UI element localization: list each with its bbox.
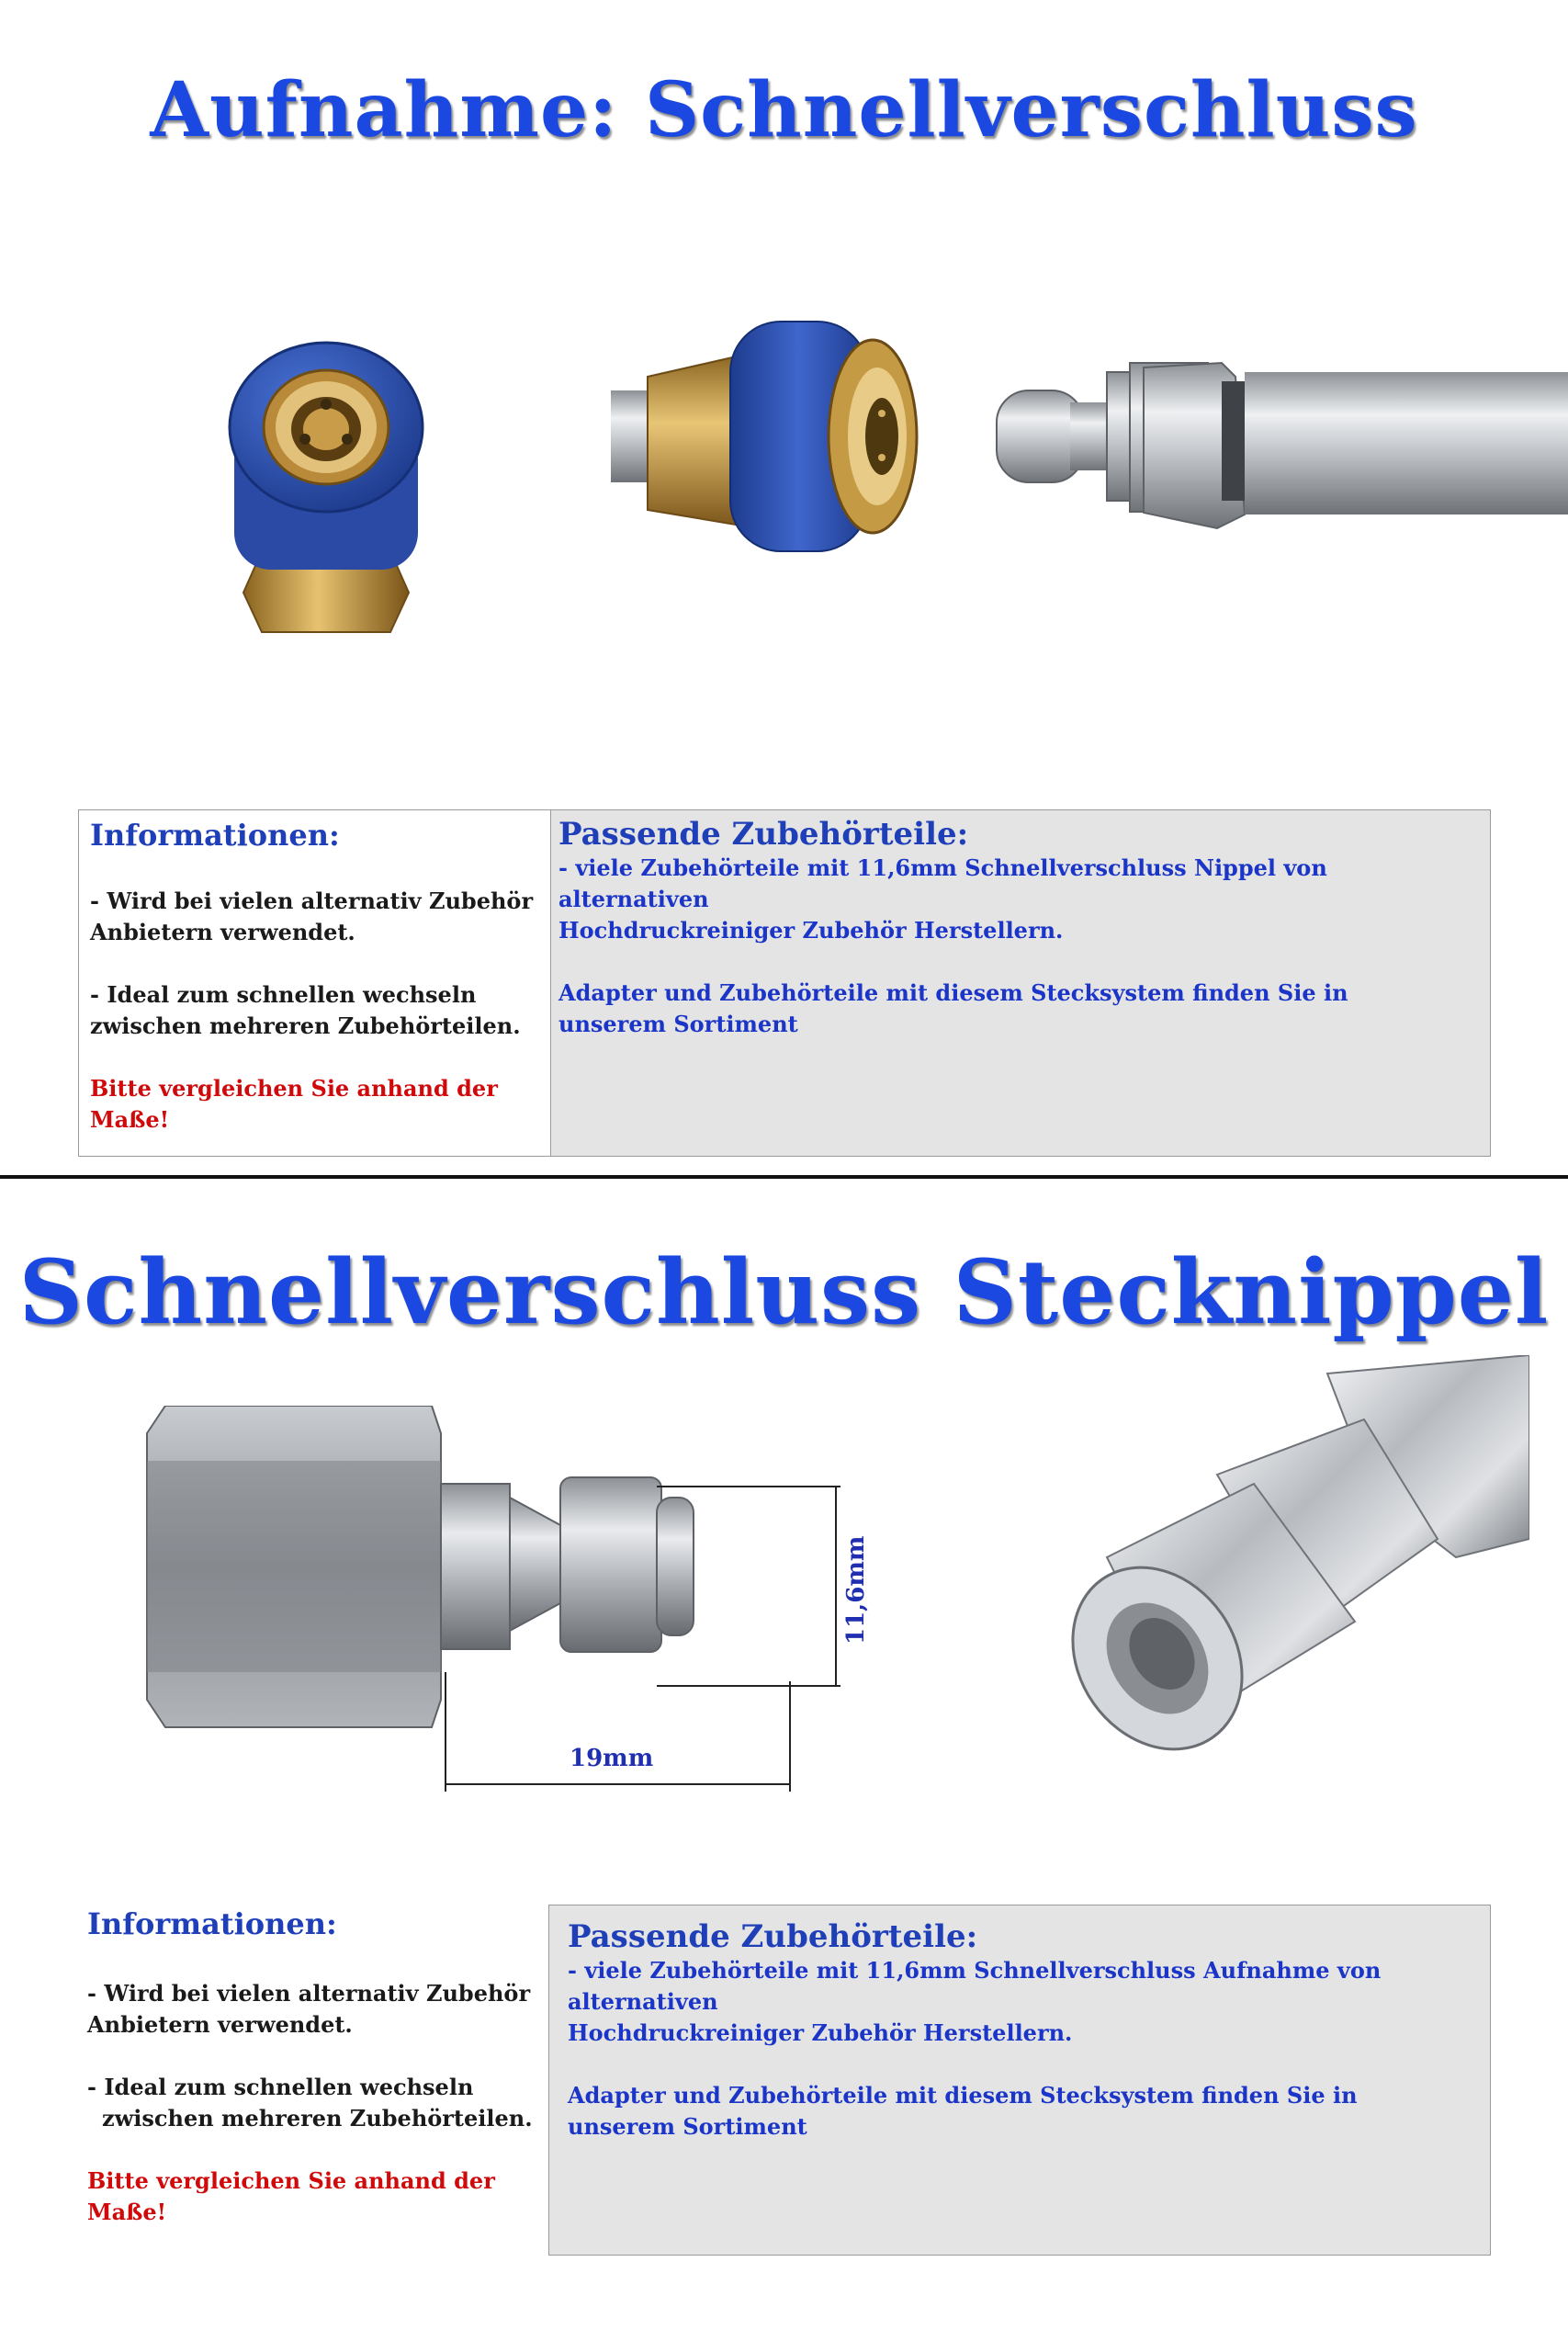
section1-title: Aufnahme: Schnellverschluss [150, 66, 1418, 154]
section1-parts-line2: Hochdruckreiniger Zubehör Herstellern. [558, 917, 1064, 944]
nipple-dimension-photo [129, 1406, 900, 1801]
section2-info-line3: - Ideal zum schnellen wechseln [87, 2074, 474, 2100]
section2-parts-line3: Adapter und Zubehörteile mit diesem Stecksystem finden Sie in [568, 2082, 1358, 2109]
section2-info-block [87, 1906, 565, 2228]
section1-parts-line4: unserem Sortiment [558, 1011, 798, 1037]
section2-parts-line2: Hochdruckreiniger Zubehör Herstellern. [568, 2019, 1073, 2046]
nipple-angled-photo [1070, 1355, 1529, 1805]
section2-parts-box [548, 1905, 1491, 2256]
section2-info-line4: zwischen mehreren Zubehörteilen. [102, 2105, 533, 2132]
section1-info-line1: - Wird bei vielen alternativ Zubehör [90, 888, 534, 914]
section1-info-heading: Informationen: [90, 818, 340, 853]
section1-info-line3: - Ideal zum schnellen wechseln [90, 981, 477, 1008]
section1-parts-box [550, 809, 1491, 1157]
section1-parts-line1: - viele Zubehörteile mit 11,6mm Schnellverschluss Nippel von alternativen [558, 854, 1327, 912]
section1-info-line4: zwischen mehreren Zubehörteilen. [90, 1012, 521, 1039]
section1-info-line2: Anbietern verwendet. [90, 919, 355, 945]
section-divider [0, 1175, 1568, 1179]
section2-info-line2: Anbietern verwendet. [87, 2011, 353, 2038]
section2-title: Schnellverschluss Stecknippel [18, 1240, 1550, 1344]
dim-length-label: 19mm [570, 1745, 654, 1772]
section2-info-heading: Informationen: [87, 1906, 337, 1941]
section2-warning: Bitte vergleichen Sie anhand der Maße! [87, 2167, 495, 2225]
section2-parts-line4: unserem Sortiment [568, 2113, 807, 2140]
section1-info-box [78, 809, 551, 1157]
coupler-connection-photo [611, 303, 1568, 579]
section1-parts-heading: Passende Zubehörteile: [558, 816, 969, 853]
coupler-front-photo [220, 340, 432, 643]
section2-parts-line1: - viele Zubehörteile mit 11,6mm Schnellverschluss Aufnahme von alternativen [568, 1957, 1382, 2015]
section2-parts-heading: Passende Zubehörteile: [568, 1918, 978, 1955]
dim-height-label: 11,6mm [842, 1535, 870, 1645]
section1-warning: Bitte vergleichen Sie anhand der Maße! [90, 1075, 498, 1133]
section1-parts-line3: Adapter und Zubehörteile mit diesem Stecksystem finden Sie in [558, 979, 1348, 1006]
section2-info-line1: - Wird bei vielen alternativ Zubehör [87, 1980, 531, 2007]
